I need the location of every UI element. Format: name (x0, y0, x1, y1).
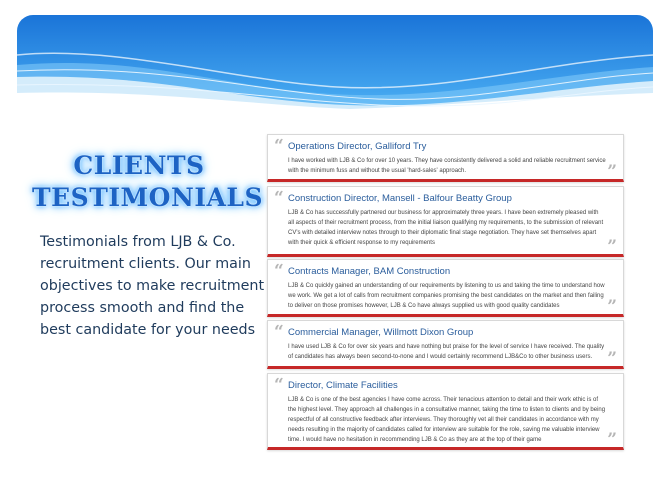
testimonial-card (267, 134, 624, 182)
testimonial-title: Operations Director, Galliford Try (288, 141, 427, 152)
testimonial-text: I have used LJB & Co for over six years and have nothing but praise for the level of service I have received. The quality of candidates has always been second-to-none and I would certainly recommend LJB&Co to other business users. (288, 344, 605, 360)
testimonial-title: Contracts Manager, BAM Construction (288, 266, 451, 277)
testimonial-text: LJB & Co is one of the best agencies I have come across. Their tenacious attention to detail and their work ethic is of the highest level. They approach all challenges in a consultative manner, taking the time to listen to clients and by being respectful of all constructive feedback after interviews. They thoroughly vet all their candidates in accordance with my needs resulting in the majority of candidates called for interview are suitable for the role, saving me valuable interview time. I would have no hesitation in recommending LJB & Co as they are at the top of their game (288, 397, 606, 443)
quote-open-icon: “ (274, 261, 284, 281)
testimonial-card (267, 320, 624, 369)
quote-close-icon: ” (607, 162, 617, 182)
testimonial-title: Director, Climate Facilities (288, 380, 398, 391)
testimonial-card (267, 259, 624, 317)
slide-title-line1: CLIENTS (73, 151, 205, 180)
testimonial-text: I have worked with LJB & Co for over 10 years. They have consistently delivered a solid and reliable recruitment service with the minimum fuss and without the usual 'hard-sales' approach. (288, 158, 606, 174)
testimonial-card (267, 186, 624, 257)
quote-close-icon: ” (607, 297, 617, 317)
quote-close-icon: ” (607, 430, 617, 450)
slide-title (32, 150, 264, 214)
quote-close-icon: ” (607, 237, 617, 257)
quote-close-icon: ” (607, 349, 617, 369)
testimonial-title: Construction Director, Mansell - Balfour Beatty Group (288, 193, 512, 204)
slide-title-line2: TESTIMONIALS (32, 183, 264, 212)
quote-open-icon: “ (274, 375, 284, 395)
testimonial-title: Commercial Manager, Willmott Dixon Group (288, 327, 474, 338)
header-wave-banner (17, 15, 653, 110)
quote-open-icon: “ (274, 188, 284, 208)
quote-open-icon: “ (274, 322, 284, 342)
quote-open-icon: “ (274, 136, 284, 156)
testimonial-card (267, 373, 624, 450)
testimonial-text: LJB & Co quickly gained an understanding of our requirements by listening to us and taking the time to understand how we work. We get a lot of calls from recruitment companies promising the best candidates on the market and then failing to deliver on those promises however, LJB & Co have always supplied us with good quality candidates (288, 283, 605, 309)
testimonial-text: LJB & Co has successfully partnered our business for approximately three years. I have been extremely pleased with all aspects of their recruitment process, from the initial liaison qualifying my requirements, to the submission of relevant CV's with detailed interview notes through to their diplomatic final stage negotiation. They have set themselves apart with their quick & efficient response to my requirements (288, 210, 604, 246)
intro-text: Testimonials from LJB & Co. recruitment clients. Our main objectives to make recruitment process smooth and find the best candidate for your needs (40, 234, 265, 338)
